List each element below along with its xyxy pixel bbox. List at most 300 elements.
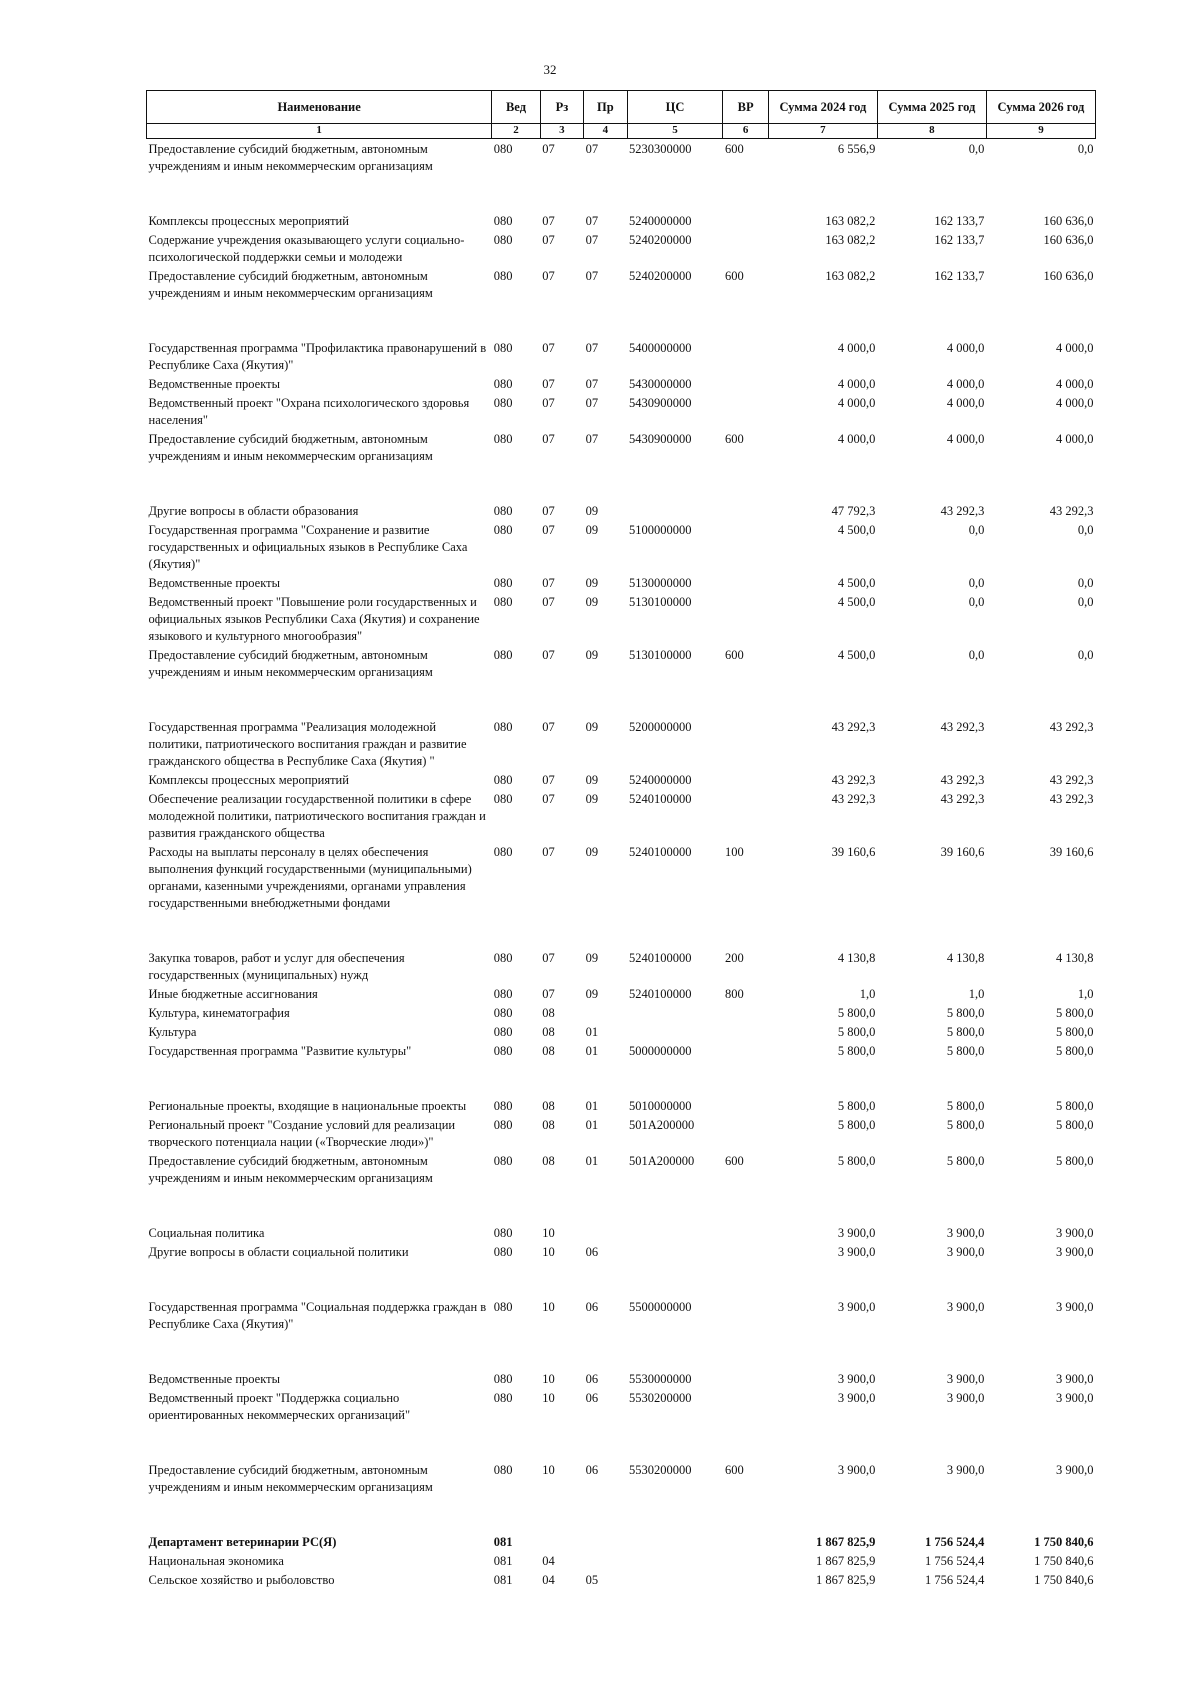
row-pr: 07 [585,377,599,391]
row-rz: 07 [542,142,555,156]
row-vr [723,573,768,592]
row-ved: 080 [493,341,513,355]
header-sum-2026: Сумма 2026 год [986,91,1095,124]
row-vr: 800 [724,987,744,1001]
row-rz: 10 [542,1300,555,1314]
row-pr: 07 [585,142,599,156]
table-row [147,984,1096,1003]
row-name: Предоставление субсидий бюджетным, автономным учреждениям и иным некоммерческим организациям [148,432,433,463]
row-rz: 04 [542,1573,555,1587]
row-pr: 09 [585,792,599,806]
row-sum-2024: 1 867 825,9 [816,1573,876,1587]
row-name: Другие вопросы в области образования [148,504,359,518]
row-sum-2024: 4 000,0 [837,396,876,410]
row-pr: 07 [585,214,599,228]
row-pr: 09 [585,773,599,787]
row-pr: 06 [585,1372,599,1386]
row-sum-2025: 3 900,0 [946,1300,985,1314]
row-sum-2025: 0,0 [968,595,985,609]
row-sum-2024: 4 500,0 [837,576,876,590]
table-row [147,139,1096,212]
row-ved: 080 [493,1044,513,1058]
row-vr [723,789,768,842]
row-ved: 080 [493,1300,513,1314]
row-name: Департамент ветеринарии РС(Я) [148,1535,337,1549]
row-ved: 080 [493,1226,513,1240]
row-sum-2025: 1 756 524,4 [925,1535,985,1549]
row-vr [723,501,768,520]
row-pr: 07 [585,233,599,247]
row-rz: 07 [542,377,555,391]
row-sum-2025: 4 000,0 [946,377,985,391]
table-row [147,1297,1096,1369]
row-ved: 080 [493,214,513,228]
row-vr: 600 [724,1463,744,1477]
row-rz: 10 [542,1391,555,1405]
row-cs: 5400000000 [629,341,692,355]
row-cs: 5100000000 [629,523,692,537]
row-sum-2026: 39 160,6 [1049,845,1094,859]
row-pr: 01 [585,1154,599,1168]
row-name: Ведомственный проект "Повышение роли государственных и официальных языков Республики Саха (Якутия) и сохранение языкового и культурного многообразия" [148,595,480,643]
header-row [147,91,1096,124]
row-name: Сельское хозяйство и рыболовство [148,1573,335,1587]
row-name: Социальная политика [148,1226,265,1240]
row-vr [723,592,768,645]
row-sum-2024: 1,0 [859,987,876,1001]
row-sum-2025: 162 133,7 [934,214,985,228]
row-sum-2025: 5 800,0 [946,1006,985,1020]
row-vr: 600 [724,432,744,446]
row-pr: 09 [585,504,599,518]
row-rz: 08 [542,1044,555,1058]
row-ved: 080 [493,523,513,537]
row-rz: 07 [542,523,555,537]
row-sum-2026: 0,0 [1077,142,1094,156]
row-vr [723,770,768,789]
budget-table [146,90,1096,1589]
row-ved: 080 [493,951,513,965]
row-cs: 5130100000 [629,595,692,609]
row-sum-2025: 3 900,0 [946,1463,985,1477]
row-ved: 080 [493,269,513,283]
row-sum-2026: 160 636,0 [1043,233,1094,247]
row-sum-2024: 3 900,0 [837,1391,876,1405]
table-row [147,338,1096,374]
row-sum-2026: 3 900,0 [1056,1391,1094,1405]
row-sum-2026: 160 636,0 [1043,269,1094,283]
row-sum-2025: 4 000,0 [946,432,985,446]
row-pr: 09 [585,720,599,734]
row-sum-2024: 5 800,0 [837,1044,876,1058]
column-number: 8 [877,124,986,139]
row-rz: 07 [542,214,555,228]
table-row [147,429,1096,501]
row-cs [627,1223,723,1242]
row-sum-2026: 0,0 [1077,595,1094,609]
row-vr: 600 [724,142,744,156]
table-row [147,1460,1096,1532]
row-cs: 5530200000 [629,1463,692,1477]
row-vr [723,1041,768,1096]
row-sum-2025: 43 292,3 [940,504,985,518]
row-cs: 5530200000 [629,1391,692,1405]
row-sum-2026: 5 800,0 [1056,1006,1094,1020]
table-row [147,1041,1096,1096]
header-name: Наименование [147,91,492,124]
row-sum-2024: 3 900,0 [837,1463,876,1477]
row-sum-2026: 4 000,0 [1056,377,1094,391]
row-cs: 5240100000 [629,845,692,859]
table-row [147,1096,1096,1115]
row-rz: 10 [542,1372,555,1386]
row-pr: 06 [585,1300,599,1314]
row-cs: 5240200000 [629,233,692,247]
row-name: Содержание учреждения оказывающего услуги социально-психологической поддержки семьи и молодежи [148,233,465,264]
row-name: Ведомственный проект "Охрана психологического здоровья населения" [148,396,470,427]
row-name: Культура, кинематография [148,1006,290,1020]
row-sum-2026: 5 800,0 [1056,1044,1094,1058]
row-rz: 07 [542,341,555,355]
row-sum-2026: 4 000,0 [1056,396,1094,410]
row-cs [627,1242,723,1297]
row-rz: 07 [542,845,555,859]
row-pr: 09 [585,987,599,1001]
row-pr: 06 [585,1463,599,1477]
row-pr: 07 [585,396,599,410]
row-name: Закупка товаров, работ и услуг для обеспечения государственных (муниципальных) нужд [148,951,405,982]
row-name: Комплексы процессных мероприятий [148,214,349,228]
row-rz: 07 [542,504,555,518]
row-sum-2024: 4 500,0 [837,648,876,662]
row-sum-2024: 4 500,0 [837,523,876,537]
header-rz: Рз [540,91,583,124]
row-name: Государственная программа "Реализация молодежной политики, патриотического воспитания граждан и развитие гражданского общества в Республике Саха (Якутия) " [148,720,467,768]
row-rz: 07 [542,792,555,806]
row-ved: 080 [493,396,513,410]
row-ved: 080 [493,1372,513,1386]
row-sum-2024: 163 082,2 [825,214,876,228]
row-cs: 5000000000 [629,1044,692,1058]
row-sum-2026: 0,0 [1077,523,1094,537]
row-ved: 080 [493,432,513,446]
row-ved: 080 [493,1006,513,1020]
row-sum-2024: 163 082,2 [825,233,876,247]
row-vr [723,717,768,770]
row-rz: 10 [542,1463,555,1477]
row-vr [723,1388,768,1460]
row-sum-2026: 43 292,3 [1049,773,1094,787]
row-vr [723,1096,768,1115]
row-pr: 01 [585,1118,599,1132]
row-sum-2024: 3 900,0 [837,1245,876,1259]
row-pr: 09 [585,576,599,590]
row-name: Государственная программа "Сохранение и развитие государственных и официальных языков в Республике Саха (Якутия)" [148,523,468,571]
row-rz: 07 [542,576,555,590]
row-rz: 07 [542,773,555,787]
row-sum-2024: 163 082,2 [825,269,876,283]
row-name: Предоставление субсидий бюджетным, автономным учреждениям и иным некоммерческим организациям [148,1154,433,1185]
row-sum-2026: 1,0 [1077,987,1094,1001]
row-cs: 5010000000 [629,1099,692,1113]
row-sum-2025: 5 800,0 [946,1118,985,1132]
row-name: Предоставление субсидий бюджетным, автономным учреждениям и иным некоммерческим организациям [148,269,433,300]
row-cs: 5240100000 [629,792,692,806]
row-rz [540,1532,583,1551]
row-ved: 080 [493,792,513,806]
row-sum-2025: 43 292,3 [940,792,985,806]
table-row [147,842,1096,948]
row-name: Культура [148,1025,197,1039]
row-sum-2025: 4 130,8 [946,951,985,965]
row-name: Другие вопросы в области социальной политики [148,1245,409,1259]
row-sum-2024: 4 500,0 [837,595,876,609]
row-vr [723,1551,768,1570]
row-sum-2026: 4 130,8 [1056,951,1094,965]
row-ved: 080 [493,576,513,590]
table-row [147,1022,1096,1041]
row-pr: 09 [585,595,599,609]
column-number-row [147,124,1096,139]
row-sum-2024: 47 792,3 [831,504,876,518]
row-ved: 080 [493,1154,513,1168]
row-pr: 09 [585,523,599,537]
row-name: Предоставление субсидий бюджетным, автономным учреждениям и иным некоммерческим организациям [148,1463,433,1494]
row-name: Государственная программа "Профилактика правонарушений в Республике Саха (Якутия)" [148,341,487,372]
row-pr [584,1223,627,1242]
column-number: 9 [986,124,1095,139]
row-ved: 081 [493,1554,513,1568]
row-sum-2026: 0,0 [1077,576,1094,590]
row-pr: 01 [585,1044,599,1058]
row-vr [723,393,768,429]
column-number: 2 [492,124,540,139]
row-ved: 080 [493,1025,513,1039]
row-ved: 081 [493,1573,513,1587]
row-sum-2025: 0,0 [968,576,985,590]
row-ved: 080 [493,1391,513,1405]
column-number: 6 [723,124,768,139]
row-sum-2026: 5 800,0 [1056,1118,1094,1132]
header-sum-2025: Сумма 2025 год [877,91,986,124]
row-sum-2025: 1 756 524,4 [925,1554,985,1568]
row-rz: 10 [542,1245,555,1259]
row-vr [723,1570,768,1589]
header-pr: Пр [584,91,627,124]
table-row [147,1570,1096,1589]
row-vr [723,374,768,393]
row-sum-2024: 5 800,0 [837,1025,876,1039]
row-cs [627,1570,723,1589]
row-name: Ведомственный проект "Поддержка социально ориентированных некоммерческих организаций" [148,1391,411,1422]
row-ved: 080 [493,1245,513,1259]
row-cs: 501A200000 [629,1118,695,1132]
row-sum-2024: 4 000,0 [837,341,876,355]
row-vr [723,338,768,374]
row-vr [723,520,768,573]
row-sum-2025: 5 800,0 [946,1099,985,1113]
row-ved: 080 [493,648,513,662]
header-sum-2024: Сумма 2024 год [768,91,877,124]
row-sum-2026: 5 800,0 [1056,1099,1094,1113]
row-name: Предоставление субсидий бюджетным, автономным учреждениям и иным некоммерческим организациям [148,648,433,679]
row-name: Предоставление субсидий бюджетным, автономным учреждениям и иным некоммерческим организациям [148,142,433,173]
row-vr [723,1115,768,1151]
table-row [147,573,1096,592]
table-row [147,374,1096,393]
page-number: 32 [543,62,557,77]
column-number: 5 [627,124,723,139]
row-sum-2026: 4 000,0 [1056,341,1094,355]
row-sum-2025: 4 000,0 [946,341,985,355]
row-sum-2025: 162 133,7 [934,269,985,283]
row-sum-2025: 3 900,0 [946,1391,985,1405]
row-sum-2024: 43 292,3 [831,792,876,806]
row-name: Ведомственные проекты [148,576,281,590]
row-name: Комплексы процессных мероприятий [148,773,349,787]
row-cs: 501A200000 [629,1154,695,1168]
table-row [147,1223,1096,1242]
row-rz: 07 [542,432,555,446]
row-cs: 5200000000 [629,720,692,734]
row-sum-2024: 5 800,0 [837,1154,876,1168]
row-sum-2026: 160 636,0 [1043,214,1094,228]
row-ved: 080 [493,233,513,247]
row-sum-2025: 43 292,3 [940,720,985,734]
row-cs [627,1003,723,1022]
row-sum-2025: 0,0 [968,142,985,156]
row-vr [723,230,768,266]
row-cs: 5500000000 [629,1300,692,1314]
row-sum-2026: 3 900,0 [1056,1245,1094,1259]
row-vr [723,1003,768,1022]
table-row [147,230,1096,266]
row-ved: 080 [493,504,513,518]
row-sum-2026: 1 750 840,6 [1034,1535,1094,1549]
row-pr: 07 [585,269,599,283]
row-rz: 08 [542,1118,555,1132]
row-sum-2026: 3 900,0 [1056,1300,1094,1314]
row-vr: 200 [724,951,744,965]
row-name: Иные бюджетные ассигнования [148,987,318,1001]
row-name: Ведомственные проекты [148,1372,281,1386]
table-row [147,520,1096,573]
table-row [147,1242,1096,1297]
row-cs: 5430000000 [629,377,692,391]
row-sum-2025: 162 133,7 [934,233,985,247]
row-sum-2025: 1 756 524,4 [925,1573,985,1587]
row-sum-2026: 5 800,0 [1056,1025,1094,1039]
table-row [147,1151,1096,1223]
row-vr [723,1297,768,1369]
row-sum-2024: 4 130,8 [837,951,876,965]
row-ved: 081 [493,1535,513,1549]
column-number: 7 [768,124,877,139]
row-vr [723,1532,768,1551]
row-rz: 07 [542,720,555,734]
row-name: Обеспечение реализации государственной политики в сфере молодежной политики, патриотического воспитания граждан и развития гражданского общества [148,792,486,840]
row-sum-2024: 3 900,0 [837,1372,876,1386]
row-rz: 07 [542,987,555,1001]
row-sum-2024: 5 800,0 [837,1006,876,1020]
row-sum-2026: 1 750 840,6 [1034,1573,1094,1587]
table-row [147,1388,1096,1460]
row-ved: 080 [493,142,513,156]
row-pr: 09 [585,845,599,859]
row-sum-2025: 3 900,0 [946,1372,985,1386]
table-row [147,789,1096,842]
row-sum-2025: 3 900,0 [946,1226,985,1240]
row-sum-2025: 43 292,3 [940,773,985,787]
row-ved: 080 [493,773,513,787]
row-pr: 01 [585,1099,599,1113]
row-sum-2025: 1,0 [968,987,985,1001]
row-vr [723,1369,768,1388]
row-sum-2025: 4 000,0 [946,396,985,410]
row-sum-2025: 3 900,0 [946,1245,985,1259]
table-row [147,266,1096,338]
row-name: Государственная программа "Развитие культуры" [148,1044,412,1058]
row-rz: 08 [542,1099,555,1113]
row-vr: 100 [724,845,744,859]
row-vr: 600 [724,648,744,662]
row-vr [723,211,768,230]
row-rz: 08 [542,1006,555,1020]
row-vr [723,1242,768,1297]
row-pr: 05 [585,1573,599,1587]
row-cs: 5430900000 [629,432,692,446]
row-name: Региональные проекты, входящие в национальные проекты [148,1099,467,1113]
table-row [147,211,1096,230]
row-rz: 07 [542,595,555,609]
row-rz: 07 [542,648,555,662]
row-ved: 080 [493,720,513,734]
row-cs: 5230300000 [629,142,692,156]
row-cs: 5240000000 [629,214,692,228]
row-cs [627,501,723,520]
row-rz: 07 [542,396,555,410]
row-sum-2025: 0,0 [968,648,985,662]
row-name: Расходы на выплаты персоналу в целях обеспечения выполнения функций государственными (муниципальными) органами, казенными учреждениями, органами управления государственными внебюджетными фондами [148,845,472,910]
row-pr: 06 [585,1391,599,1405]
row-sum-2026: 43 292,3 [1049,504,1094,518]
row-cs: 5130000000 [629,576,692,590]
row-vr: 600 [724,1154,744,1168]
row-sum-2024: 5 800,0 [837,1118,876,1132]
row-sum-2024: 5 800,0 [837,1099,876,1113]
row-name: Государственная программа "Социальная поддержка граждан в Республике Саха (Якутия)" [148,1300,487,1331]
row-name: Национальная экономика [148,1554,284,1568]
header-cs: ЦС [627,91,723,124]
row-cs: 5430900000 [629,396,692,410]
row-sum-2025: 5 800,0 [946,1154,985,1168]
row-sum-2025: 0,0 [968,523,985,537]
table-row [147,393,1096,429]
table-row [147,1115,1096,1151]
table-row [147,1532,1096,1551]
row-rz: 08 [542,1154,555,1168]
row-pr [584,1532,627,1551]
row-vr [723,1223,768,1242]
row-pr: 09 [585,951,599,965]
row-rz: 08 [542,1025,555,1039]
column-number: 4 [584,124,627,139]
row-ved: 080 [493,1118,513,1132]
row-sum-2025: 39 160,6 [940,845,985,859]
row-sum-2026: 43 292,3 [1049,792,1094,806]
row-sum-2026: 3 900,0 [1056,1226,1094,1240]
row-name: Региональный проект "Создание условий для реализации творческого потенциала нации («Творческие люди»)" [148,1118,456,1149]
